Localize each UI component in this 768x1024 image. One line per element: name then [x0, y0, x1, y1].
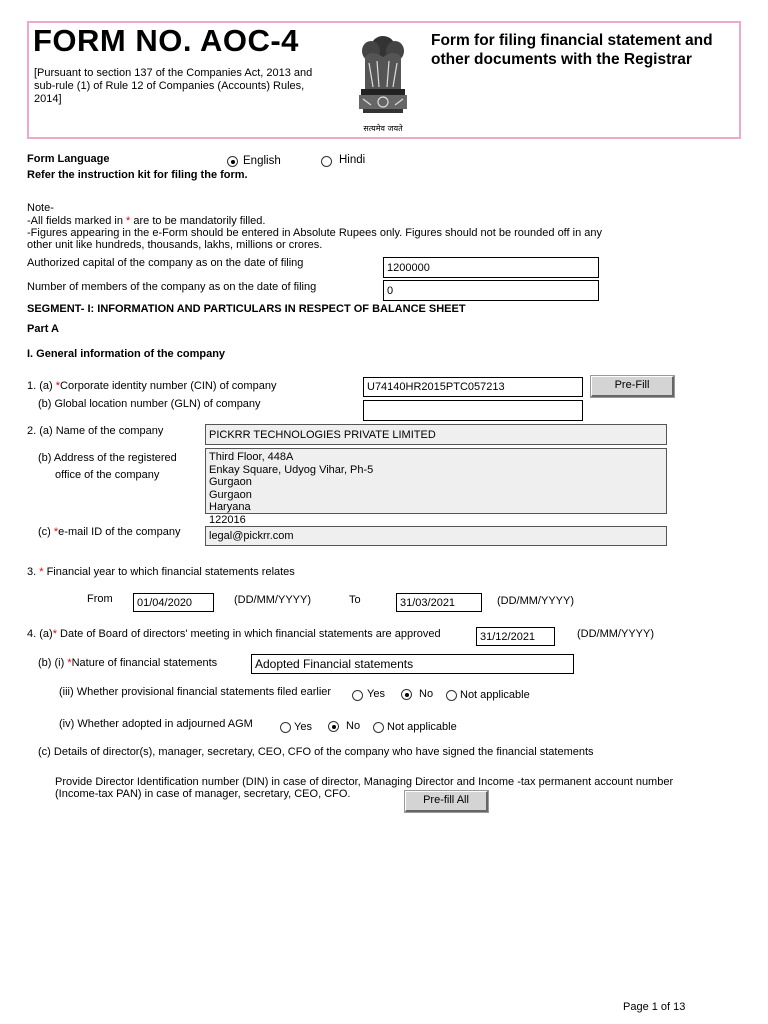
- gln-label: (b) Global location number (GLN) of company: [38, 398, 261, 410]
- segment-title: SEGMENT- I: INFORMATION AND PARTICULARS IN RESPECT OF BALANCE SHEET: [27, 303, 466, 315]
- to-date-format: (DD/MM/YYYY): [497, 595, 574, 607]
- from-label: From: [87, 593, 113, 605]
- address-line: Third Floor, 448A: [209, 451, 294, 463]
- address-label-line-1: (b) Address of the registered: [38, 452, 177, 464]
- address-line: Haryana: [209, 501, 251, 513]
- instruction-kit-text: Refer the instruction kit for filing the form.: [27, 169, 248, 181]
- number-of-members-field[interactable]: 0: [383, 280, 599, 301]
- din-instruction-line-2: (Income-tax PAN) in case of manager, secretary, CEO, CFO.: [55, 788, 351, 800]
- board-meeting-date-label: 4. (a)* Date of Board of directors' meeting in which financial statements are approved: [27, 628, 441, 640]
- cin-field[interactable]: U74140HR2015PTC057213: [363, 377, 583, 397]
- adjourned-agm-label: (iv) Whether adopted in adjourned AGM: [59, 718, 253, 730]
- agm-yes-label: Yes: [294, 721, 312, 733]
- address-line: Enkay Square, Udyog Vihar, Ph-5: [209, 463, 374, 476]
- provisional-na-radio[interactable]: [446, 690, 457, 701]
- agm-no-label: No: [346, 720, 361, 732]
- address-line: Gurgaon: [209, 488, 252, 501]
- agm-no-radio[interactable]: [328, 721, 339, 732]
- agm-na-label: Not applicable: [387, 721, 457, 733]
- board-meeting-date-format: (DD/MM/YYYY): [577, 628, 654, 640]
- nature-of-statements-select[interactable]: Adopted Financial statements: [251, 654, 574, 674]
- page-number: Page 1 of 13: [623, 1001, 686, 1013]
- address-label-line-2: office of the company: [55, 469, 160, 481]
- provisional-yes-label: Yes: [367, 688, 385, 700]
- svg-text:सत्यमेव जयते: सत्यमेव जयते: [363, 124, 403, 133]
- registered-address-field[interactable]: [205, 448, 667, 526]
- financial-year-label: 3. * Financial year to which financial statements relates: [27, 566, 295, 578]
- to-date-field[interactable]: 31/03/2021: [396, 593, 482, 612]
- company-name-field[interactable]: PICKRR TECHNOLOGIES PRIVATE LIMITED: [205, 424, 667, 445]
- provisional-no-label: No: [419, 688, 434, 700]
- provisional-na-label: Not applicable: [460, 689, 530, 701]
- language-hindi-label: Hindi: [339, 154, 366, 166]
- provisional-statements-label: (iii) Whether provisional financial statements filed earlier: [59, 686, 332, 698]
- form-language-label: Form Language: [27, 153, 110, 165]
- agm-yes-radio[interactable]: [280, 722, 291, 733]
- email-label: (c) *e-mail ID of the company: [38, 526, 181, 538]
- from-date-format: (DD/MM/YYYY): [234, 594, 311, 606]
- company-name-label: 2. (a) Name of the company: [27, 425, 164, 437]
- number-of-members-label: Number of members of the company as on the date of filing: [27, 281, 317, 293]
- note-line-3: other unit like hundreds, thousands, lakhs, millions or crores.: [27, 239, 323, 251]
- agm-na-radio[interactable]: [373, 722, 384, 733]
- national-emblem-icon: [351, 27, 415, 137]
- form-header: [27, 21, 741, 139]
- board-meeting-date-field[interactable]: 31/12/2021: [476, 627, 555, 646]
- language-english-label: English: [243, 155, 281, 167]
- email-field[interactable]: legal@pickrr.com: [205, 526, 667, 546]
- prefill-all-button[interactable]: Pre-fill All: [405, 791, 488, 812]
- provisional-yes-radio[interactable]: [352, 690, 363, 701]
- to-label: To: [349, 594, 361, 606]
- authorized-capital-field[interactable]: 1200000: [383, 257, 599, 278]
- form-title: Form for filing financial statement and other documents with the Registrar: [431, 32, 713, 68]
- din-instruction-line-1: Provide Director Identification number (DIN) in case of director, Managing Director and Income -tax permanent account number: [55, 776, 674, 788]
- general-info-heading: I. General information of the company: [27, 348, 226, 360]
- note-line-1: -All fields marked in * are to be mandatorily filled.: [27, 215, 266, 227]
- pursuant-text: [Pursuant to section 137 of the Companies Act, 2013 and sub-rule (1) of Rule 12 of Companies (Accounts) Rules, 2014]: [34, 67, 313, 105]
- from-date-field[interactable]: 01/04/2020: [133, 593, 214, 612]
- address-line: 122016: [209, 513, 246, 526]
- form-number: FORM NO. AOC-4: [33, 23, 299, 58]
- authorized-capital-label: Authorized capital of the company as on the date of filing: [27, 257, 304, 269]
- address-line: Gurgaon: [209, 476, 252, 488]
- cin-label: 1. (a) *Corporate identity number (CIN) of company: [27, 380, 277, 392]
- gln-field[interactable]: [363, 400, 583, 421]
- note-line-2: -Figures appearing in the e-Form should be entered in Absolute Rupees only. Figures should not be rounded off in any: [27, 227, 603, 239]
- language-english-radio[interactable]: [227, 156, 238, 167]
- note-title: Note-: [27, 202, 54, 214]
- provisional-no-radio[interactable]: [401, 689, 412, 700]
- language-hindi-radio[interactable]: [321, 156, 332, 167]
- part-a-heading: Part A: [27, 323, 59, 335]
- signatories-label: (c) Details of director(s), manager, secretary, CEO, CFO of the company who have signed the financial statements: [38, 746, 594, 758]
- nature-of-statements-label: (b) (i) *Nature of financial statements: [38, 657, 218, 669]
- prefill-button[interactable]: Pre-Fill: [591, 376, 674, 397]
